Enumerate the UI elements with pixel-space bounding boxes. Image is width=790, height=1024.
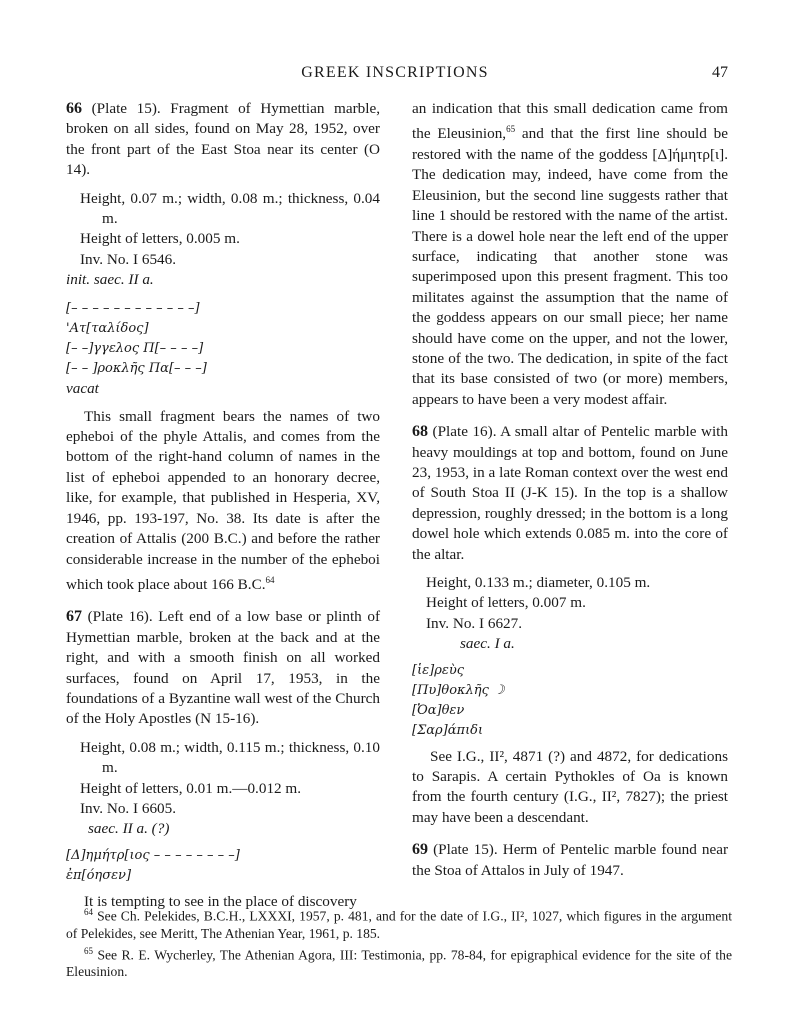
- entry-68-metadata: [426, 573, 728, 634]
- entry-66-inventory: Inv. No. I 6546.: [80, 250, 177, 268]
- entry-67-letter-height: Height of letters, 0.01 m.—0.012 m.: [80, 779, 302, 797]
- entry-66-date: init. saec. II a.: [66, 271, 154, 289]
- inscription-vacat: vacat: [66, 379, 99, 397]
- inscription-line: [Πυ]θοκλῆς ☽: [412, 682, 505, 698]
- inscription-line: [Ὀα]θεν: [412, 702, 465, 718]
- entry-67-date: saec. II a. (?): [88, 820, 170, 838]
- footnote-64: $^{64}$ See Ch. Pelekides, B.C.H., LXXXI, 1957, p. 481, and for the date of I.G., II², 1027, which figures in the argument of Pelekides, see Meritt, The Athenian Year, 1961, p. 185.: [66, 907, 732, 941]
- entry-66-inscription: [66, 299, 380, 399]
- entry-68-inventory: Inv. No. I 6627.: [426, 614, 523, 632]
- entry-67-commentary-cont: an indication that this small dedication came from the Eleusinion,$^{65}$ and that the first line should be restored with the name of the goddess [Δ]ήμητρ[ι]. The dedication may, indeed, have come from the Eleusinion, but the second line suggests rather that line 1 should be restored with the name of the artist. There is a dowel hole near the left end of the upper surface, indicating that another stone was superimposed upon this present fragment. This too militates against the assumption that the name of the goddess appears on our small piece; her name should have come on the upper, and not the lower, stone of the two. The dedication, in spite of the fact that its base consisted of two (or more) members, appears to have been a very modest affair.: [412, 100, 728, 408]
- entry-68-commentary: See I.G., II², 4871 (?) and 4872, for dedications to Sarapis. A certain Pythokles of Oa is known from the fourth century (I.G., II², 7827); the priest may have been a descendant.: [412, 747, 728, 826]
- entry-66-metadata: [80, 189, 380, 271]
- inscription-line: 'Ατ[ταλίδος]: [66, 320, 149, 336]
- page-header: [0, 64, 790, 86]
- entry-66-letter-height: Height of letters, 0.005 m.: [80, 230, 240, 248]
- entry-68-intro: 68 (Plate 16). A small altar of Pentelic marble with heavy mouldings at top and bottom, found on June 23, 1953, in a late Roman context over the west end of South Stoa II (J-K 15). In the top is a shallow depression, roughly dressed; in the bottom is a long dowel hole which extends 0.085 m. into the core of the altar.: [412, 423, 728, 563]
- inscription-line: ἐπ[όησεν]: [66, 867, 132, 883]
- inscription-line: [– –]γγελος Π[– – – –]: [66, 340, 204, 356]
- footnote-65: $^{65}$ See R. E. Wycherley, The Athenian Agora, III: Testimonia, pp. 78-84, for epigraphical evidence for the site of the Eleusinion.: [66, 945, 732, 980]
- footnote-number: 64: [84, 907, 93, 917]
- entry-68-inscription: [412, 661, 728, 741]
- inscription-line: [– – – – – – – – – – – –]: [66, 300, 200, 316]
- entry-68-letter-height: Height of letters, 0.007 m.: [426, 594, 586, 612]
- page-number: 47: [712, 64, 728, 81]
- entry-66-commentary: This small fragment bears the names of two epheboi of the phyle Attalis, and comes from the bottom of the right-hand column of names in the list of epheboi appended to an honorary decree, like, for example, that published in Hesperia, XV, 1946, pp. 193-197, No. 38. Its date is after the creation of Attalis (200 B.C.) and before the rather considerable increase in the number of the epheboi which took place about 166 B.C.$^{64}$: [66, 407, 380, 593]
- inscription-line: [Σαρ]άπιδι: [412, 722, 484, 738]
- entry-68-dimensions: Height, 0.133 m.; diameter, 0.105 m.: [426, 574, 651, 591]
- running-title: GREEK INSCRIPTIONS: [301, 64, 489, 81]
- entry-69-intro: 69 (Plate 15). Herm of Pentelic marble found near the Stoa of Attalos in July of 1947.: [412, 841, 729, 879]
- inscription-line: [ἱε]ρεὺς: [412, 662, 465, 678]
- entry-67-number: 67: [66, 608, 82, 626]
- footnotes: [66, 904, 732, 981]
- right-column: [412, 99, 728, 881]
- entry-66-intro: 66 (Plate 15). Fragment of Hymettian marble, broken on all sides, found on May 28, 1952, over the front part of the East Stoa near its center (O 14).: [66, 100, 381, 179]
- entry-67-dimensions: Height, 0.08 m.; width, 0.115 m.; thickness, 0.10 m.: [80, 738, 380, 777]
- footnote-ref-65: 65: [506, 124, 516, 135]
- entry-66-number: 66: [66, 100, 82, 117]
- footnote-number: 65: [84, 945, 93, 956]
- inscription-line: [Δ]ημήτρ[ιος – – – – – – – –]: [66, 847, 240, 863]
- entry-67-inscription: [66, 846, 380, 886]
- entry-68-number: 68: [412, 423, 428, 441]
- entry-67-inventory: Inv. No. I 6605.: [80, 800, 177, 818]
- entry-66-dimensions: Height, 0.07 m.; width, 0.08 m.; thickness, 0.04 m.: [80, 189, 380, 228]
- inscription-line: [– – ]ροκλῆς Πα[– – –]: [66, 360, 207, 376]
- entry-67-metadata: [80, 738, 380, 820]
- entry-67-intro: 67 (Plate 16). Left end of a low base or plinth of Hymettian marble, broken at the back and at the right, and with a smooth finish on all worked surfaces, found on April 17, 1953, in the foundations of a Byzantine wall west of the Church of the Holy Apostles (N 15-16).: [66, 608, 381, 728]
- left-column: [66, 99, 380, 912]
- entry-69-number: 69: [412, 841, 428, 859]
- footnote-ref-64: 64: [265, 574, 275, 585]
- entry-68-date: saec. I a.: [460, 635, 515, 653]
- entry-67-commentary-start: It is tempting to see in the place of discovery: [84, 892, 357, 910]
